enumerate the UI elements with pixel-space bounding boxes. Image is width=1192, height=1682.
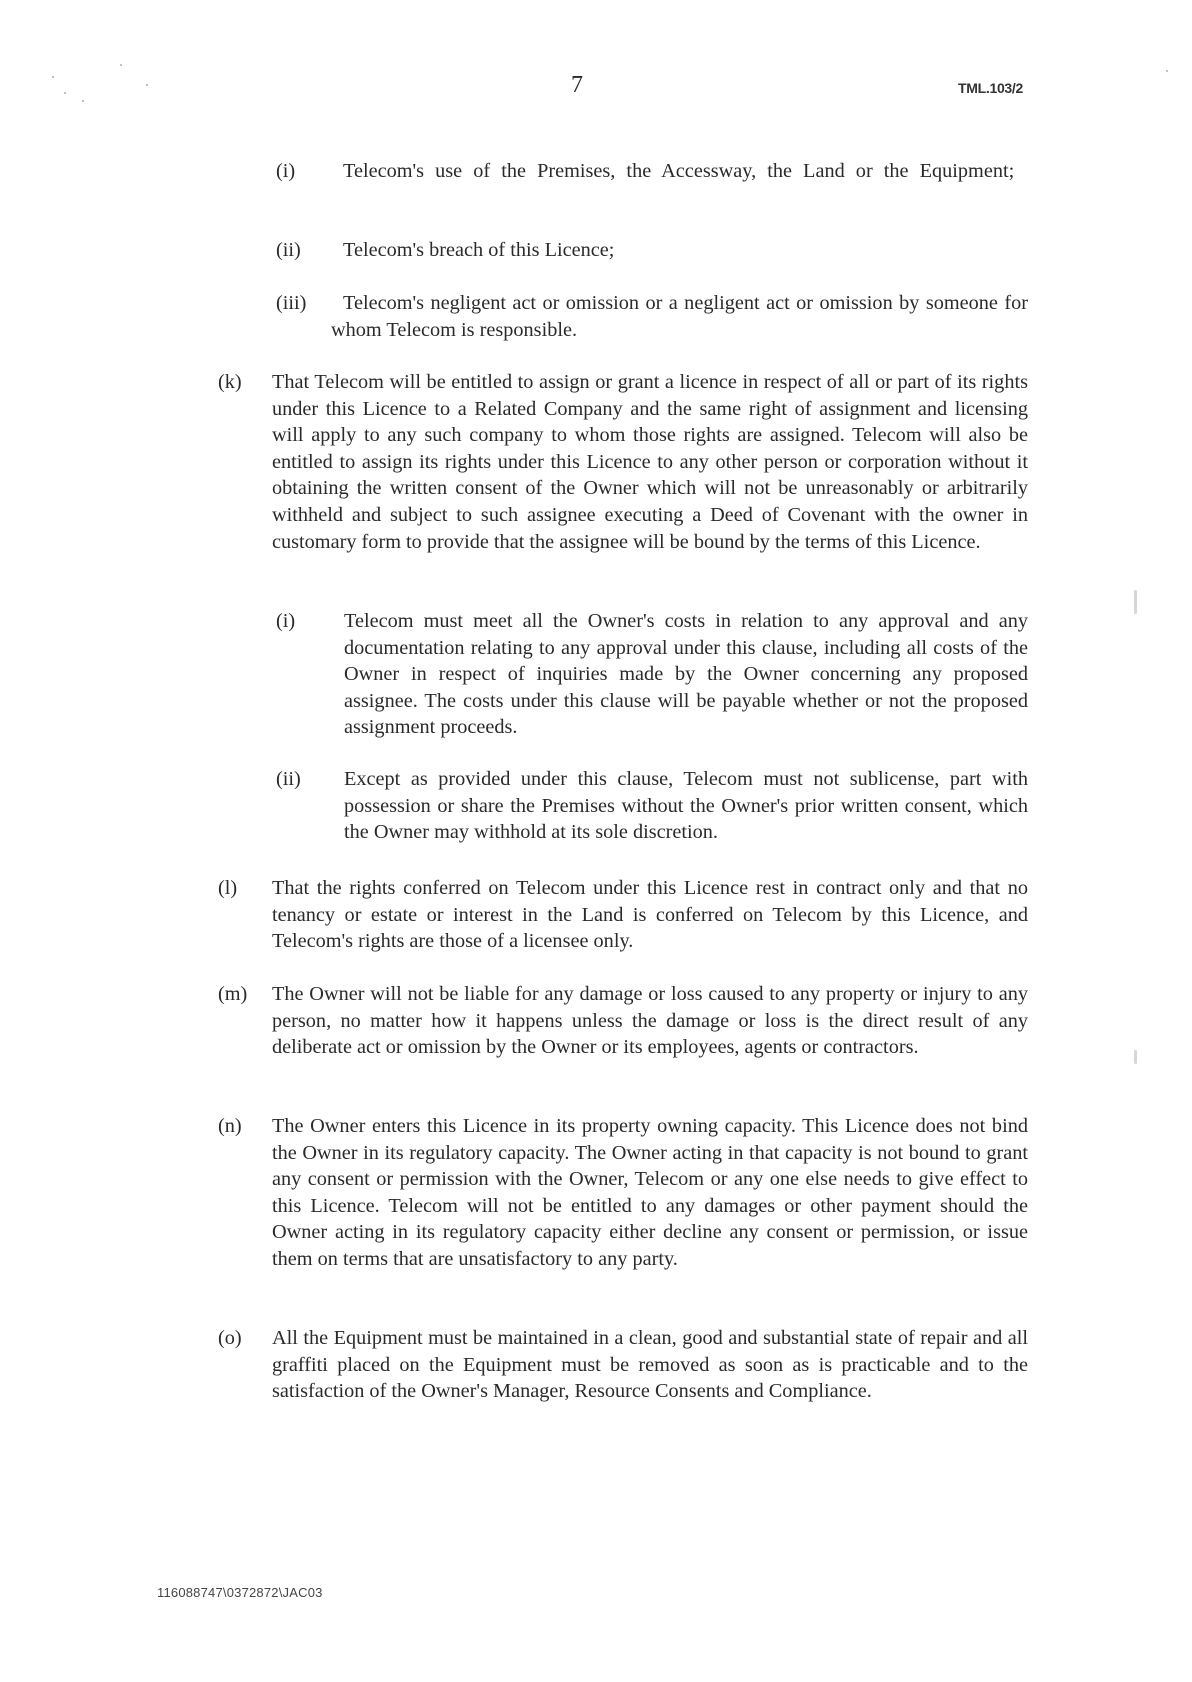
scan-mark (1134, 590, 1137, 614)
clause-label: (ii) (276, 768, 301, 790)
scan-speck (64, 92, 66, 94)
footer-document-id: 116088747\0372872\JAC03 (157, 1585, 323, 1600)
clause-label: (n) (218, 1115, 242, 1137)
clause-text: That Telecom will be entitled to assign or grant a licence in respect of all or part of its rights under this Licence to a Related Company and the same right of assignment and licensing will apply to any such company to whom those rights are assigned. Telecom will also be entitled to assign its rights under this Licence to any other person or corporation without it obtaining the written consent of the Owner which will not be unreasonably or arbitrarily withheld and subject to such assignee executing a Deed of Covenant with the owner in customary form to provide that the assignee will be bound by the terms of this Licence. (272, 371, 1028, 553)
clause-text: The Owner will not be liable for any damage or loss caused to any property or injury to any person, no matter how it happens unless the damage or loss is the direct result of any deliberate act or omission by the Owner or its employees, agents or contractors. (272, 983, 1028, 1059)
clause-label: (m) (218, 983, 248, 1005)
clause-label: (k) (218, 371, 242, 393)
clause-label: (iii) (276, 292, 307, 314)
scan-speck (52, 76, 54, 78)
scan-speck (1166, 70, 1168, 72)
clause-text: Telecom's use of the Premises, the Accessway, the Land or the Equipment; (343, 160, 1015, 182)
scan-speck (146, 84, 148, 86)
clause-label: (l) (218, 877, 238, 899)
scan-mark (1134, 1050, 1137, 1064)
clause-text: The Owner enters this Licence in its property owning capacity. This Licence does not bind the Owner in its regulatory capacity. The Owner acting in that capacity is not bound to grant any consent or permission with the Owner, Telecom or any one else needs to give effect to this Licence. Telecom will not be entitled to any damages or other payment should the Owner acting in its regulatory capacity either decline any consent or permission, or issue them on terms that are unsatisfactory to any party. (272, 1115, 1028, 1270)
clause-text: Telecom's negligent act or omission or a negligent act or omission by someone for whom Telecom is responsible. (331, 292, 1028, 341)
clause-label: (i) (276, 160, 296, 182)
scan-speck (82, 100, 84, 102)
page-number: 7 (571, 72, 583, 98)
scan-speck (120, 64, 122, 66)
clause-label: (o) (218, 1327, 242, 1349)
clause-text: All the Equipment must be maintained in a clean, good and substantial state of repair and all graffiti placed on the Equipment must be removed as soon as is practicable and to the satisfaction of the Owner's Manager, Resource Consents and Compliance. (272, 1327, 1028, 1403)
clause-text: Telecom's breach of this Licence; (343, 239, 615, 261)
document-reference: TML.103/2 (958, 80, 1023, 96)
clause-text: That the rights conferred on Telecom under this Licence rest in contract only and that no tenancy or estate or interest in the Land is conferred on Telecom by this Licence, and Telecom's rights are those of a licensee only. (272, 877, 1028, 953)
clause-text: Telecom must meet all the Owner's costs in relation to any approval and any documentation relating to any approval under this clause, including all costs of the Owner in respect of inquiries made by the Owner concerning any proposed assignee. The costs under this clause will be payable whether or not the proposed assignment proceeds. (344, 610, 1028, 739)
clause-label: (ii) (276, 239, 301, 261)
clause-label: (i) (276, 610, 296, 632)
clause-text: Except as provided under this clause, Telecom must not sublicense, part with possession or share the Premises without the Owner's prior written consent, which the Owner may withhold at its sole discretion. (344, 768, 1028, 844)
